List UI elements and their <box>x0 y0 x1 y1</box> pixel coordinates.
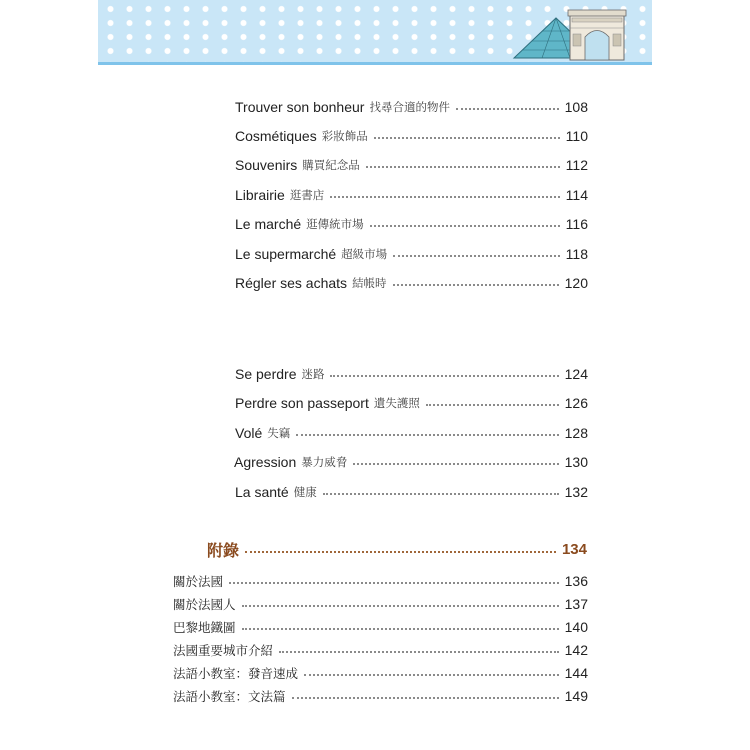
entry-page-number: 124 <box>564 366 588 382</box>
toc-entry[interactable] <box>235 364 588 384</box>
toc-entry[interactable] <box>235 393 588 413</box>
toc-entry[interactable] <box>235 244 588 264</box>
appendix-entry[interactable] <box>173 663 588 683</box>
entry-chinese-title: 結帳時 <box>352 276 387 290</box>
appendix-entry[interactable] <box>173 594 588 614</box>
dot-leader <box>229 582 559 584</box>
dot-leader <box>426 404 559 406</box>
appendix-heading[interactable] <box>207 538 587 560</box>
entry-page-number: 112 <box>565 157 588 173</box>
entry-chinese-title: 逛書店 <box>289 188 325 202</box>
entry-chinese-title: 迷路 <box>301 367 325 381</box>
dot-leader <box>292 697 559 699</box>
entry-page-number: 128 <box>564 425 588 441</box>
entry-page-number: 130 <box>564 454 588 470</box>
entry-chinese-title: 找尋合適的物件 <box>369 100 450 114</box>
dot-leader <box>370 225 560 227</box>
entry-french-title: Se perdre <box>235 366 297 382</box>
entry-chinese-title: 巴黎地鐵圖 <box>173 620 236 635</box>
entry-chinese-title: 購買紀念品 <box>302 158 360 172</box>
entry-french-title: Cosmétiques <box>235 128 317 144</box>
entry-page-number: 108 <box>564 99 588 115</box>
entry-page-number: 114 <box>565 187 588 203</box>
entry-french-title: Volé <box>235 425 263 441</box>
appendix-page-number: 134 <box>561 540 587 558</box>
entry-page-number: 142 <box>564 642 588 658</box>
dot-leader <box>353 463 558 465</box>
entry-chinese-title: 逛傳統市場 <box>306 217 364 231</box>
toc-entry[interactable] <box>235 97 588 117</box>
entry-french-title: Librairie <box>235 187 285 203</box>
entry-french-title: Perdre son passeport <box>235 395 369 411</box>
entry-page-number: 110 <box>565 128 588 144</box>
entry-chinese-title: 健康 <box>293 485 317 499</box>
entry-page-number: 149 <box>564 688 588 704</box>
dot-leader <box>393 284 559 286</box>
dot-leader <box>296 434 558 436</box>
dot-leader <box>242 605 559 607</box>
entry-chinese-title: 關於法國 <box>173 574 224 589</box>
toc-entry[interactable] <box>235 273 588 293</box>
entry-page-number: 118 <box>565 246 588 262</box>
entry-french-title: La santé <box>235 484 289 500</box>
dot-leader <box>245 551 556 553</box>
dot-leader <box>242 628 559 630</box>
entry-page-number: 116 <box>565 216 588 232</box>
entry-chinese-title: 法國重要城市介紹 <box>173 643 274 658</box>
paris-landmarks-illustration <box>512 4 652 64</box>
entry-chinese-title: 遺失護照 <box>373 396 420 410</box>
dot-leader <box>279 651 559 653</box>
appendix-entry[interactable] <box>173 640 588 660</box>
dot-leader <box>374 137 560 139</box>
entry-french-title: Agression <box>234 454 297 470</box>
toc-entry[interactable] <box>235 126 588 146</box>
entry-chinese-title: 彩妝飾品 <box>321 129 368 143</box>
toc-entry[interactable] <box>235 482 588 502</box>
entry-chinese-title: 失竊 <box>267 426 291 440</box>
entry-page-number: 132 <box>564 484 588 500</box>
dot-leader <box>330 375 558 377</box>
dot-leader <box>323 493 559 495</box>
entry-chinese-title: 法語小教室：發音速成 <box>173 666 299 681</box>
appendix-entry[interactable] <box>173 617 588 637</box>
toc-entry[interactable] <box>235 423 588 443</box>
entry-page-number: 144 <box>564 665 588 681</box>
dot-leader <box>393 255 560 257</box>
entry-page-number: 136 <box>564 573 588 589</box>
toc-entry[interactable] <box>234 452 588 472</box>
dot-leader <box>456 108 559 110</box>
appendix-entry[interactable] <box>173 686 588 706</box>
entry-page-number: 126 <box>564 395 588 411</box>
toc-entry[interactable] <box>235 155 588 175</box>
entry-chinese-title: 關於法國人 <box>173 597 236 612</box>
appendix-entry[interactable] <box>173 571 588 591</box>
entry-french-title: Trouver son bonheur <box>235 99 365 115</box>
entry-page-number: 120 <box>564 275 588 291</box>
dot-leader <box>304 674 559 676</box>
entry-french-title: Le marché <box>235 216 302 232</box>
entry-french-title: Le supermarché <box>235 246 337 262</box>
entry-page-number: 137 <box>564 596 588 612</box>
toc-entry[interactable] <box>235 214 588 234</box>
entry-french-title: Souvenirs <box>235 157 298 173</box>
entry-chinese-title: 超級市場 <box>341 247 388 261</box>
entry-french-title: Régler ses achats <box>235 275 348 291</box>
dot-leader <box>330 196 559 198</box>
entry-page-number: 140 <box>564 619 588 635</box>
arc-de-triomphe-icon <box>568 10 626 60</box>
entry-chinese-title: 法語小教室：文法篇 <box>173 689 286 704</box>
toc-entry[interactable] <box>235 185 588 205</box>
appendix-title: 附錄 <box>207 540 240 560</box>
entry-chinese-title: 暴力威脅 <box>301 455 348 469</box>
dot-leader <box>366 166 560 168</box>
